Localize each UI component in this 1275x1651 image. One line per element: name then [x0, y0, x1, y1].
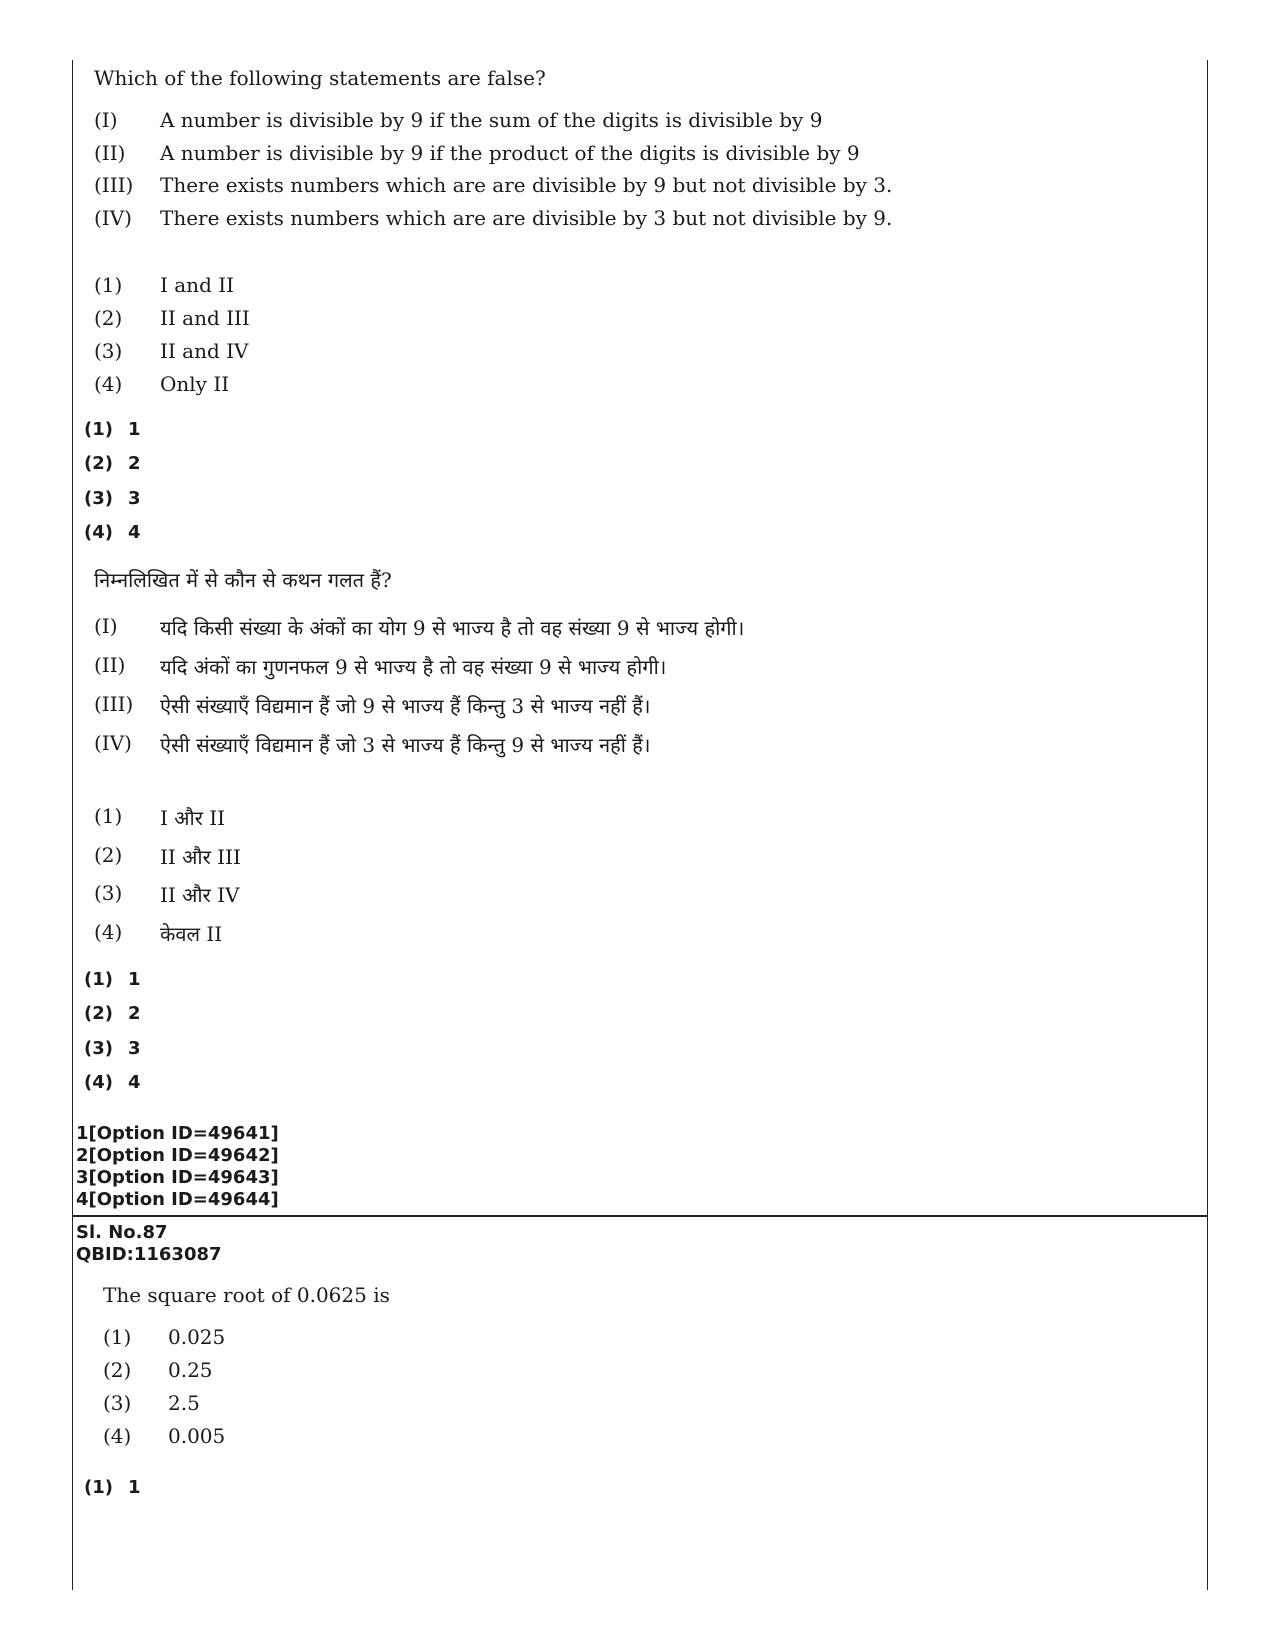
choice-num: (4)	[94, 920, 123, 944]
answer-value: 3	[128, 1038, 141, 1059]
answer-value: 1	[128, 1477, 141, 1498]
statement-text: There exists numbers which are are divisible by 3 but not divisible by 9.	[160, 206, 893, 230]
answer-num: (4)	[84, 1072, 113, 1093]
option-id: 4[Option ID=49644]	[76, 1189, 279, 1210]
option-id: 2[Option ID=49642]	[76, 1145, 279, 1166]
answer-num: (1)	[84, 419, 113, 440]
answer-num: (2)	[84, 1003, 113, 1024]
answer-value: 4	[128, 522, 141, 543]
choice-num: (4)	[94, 372, 123, 396]
statement-num: (III)	[94, 692, 134, 716]
choice-num: (3)	[94, 881, 123, 905]
question-stem: Which of the following statements are false?	[94, 66, 546, 90]
statement-num: (II)	[94, 653, 126, 677]
option-id: 3[Option ID=49643]	[76, 1167, 279, 1188]
choice-text-hindi: II और III	[160, 845, 241, 869]
choice-text: I and II	[160, 273, 235, 297]
choice-text-hindi: केवल II	[160, 922, 223, 946]
choice-num: (1)	[103, 1325, 132, 1349]
answer-num: (1)	[84, 1477, 113, 1498]
statement-text: A number is divisible by 9 if the product of the digits is divisible by 9	[160, 141, 860, 165]
answer-num: (3)	[84, 1038, 113, 1059]
statement-num: (II)	[94, 141, 126, 165]
answer-value: 4	[128, 1072, 141, 1093]
answer-value: 2	[128, 1003, 141, 1024]
statement-text-hindi: ऐसी संख्याएँ विद्यमान हैं जो 9 से भाज्य हैं किन्तु 3 से भाज्य नहीं हैं।	[160, 694, 651, 718]
choice-num: (1)	[94, 273, 123, 297]
answer-num: (1)	[84, 969, 113, 990]
statement-num: (I)	[94, 614, 118, 638]
statement-num: (IV)	[94, 206, 132, 230]
choice-num: (2)	[94, 843, 123, 867]
statement-num: (IV)	[94, 731, 132, 755]
answer-num: (3)	[84, 488, 113, 509]
statement-text: There exists numbers which are are divisible by 9 but not divisible by 3.	[160, 173, 893, 197]
choice-text: 0.025	[168, 1325, 226, 1349]
page-frame	[72, 60, 1208, 1590]
qbid: QBID:1163087	[76, 1244, 222, 1265]
choice-num: (2)	[94, 306, 123, 330]
answer-num: (2)	[84, 453, 113, 474]
choice-num: (4)	[103, 1424, 132, 1448]
choice-text: II and III	[160, 306, 250, 330]
choice-text: II and IV	[160, 339, 249, 363]
choice-num: (3)	[103, 1391, 132, 1415]
statement-text: A number is divisible by 9 if the sum of the digits is divisible by 9	[160, 108, 823, 132]
choice-num: (2)	[103, 1358, 132, 1382]
serial-number: Sl. No.87	[76, 1222, 168, 1243]
statement-text-hindi: यदि अंकों का गुणनफल 9 से भाज्य है तो वह संख्या 9 से भाज्य होगी।	[160, 655, 667, 679]
choice-num: (3)	[94, 339, 123, 363]
answer-value: 1	[128, 969, 141, 990]
choice-text-hindi: I और II	[160, 806, 226, 830]
choice-num: (1)	[94, 804, 123, 828]
answer-num: (4)	[84, 522, 113, 543]
question-stem: The square root of 0.0625 is	[103, 1283, 390, 1307]
question-divider	[72, 1215, 1208, 1217]
option-id: 1[Option ID=49641]	[76, 1123, 279, 1144]
statement-num: (III)	[94, 173, 134, 197]
choice-text: 0.25	[168, 1358, 213, 1382]
choice-text: 2.5	[168, 1391, 200, 1415]
statement-text-hindi: ऐसी संख्याएँ विद्यमान हैं जो 3 से भाज्य हैं किन्तु 9 से भाज्य नहीं हैं।	[160, 733, 651, 757]
choice-text: 0.005	[168, 1424, 226, 1448]
statement-text-hindi: यदि किसी संख्या के अंकों का योग 9 से भाज्य है तो वह संख्या 9 से भाज्य होगी।	[160, 616, 745, 640]
choice-text-hindi: II और IV	[160, 883, 240, 907]
answer-value: 2	[128, 453, 141, 474]
answer-value: 3	[128, 488, 141, 509]
question-stem-hindi: निम्नलिखित में से कौन से कथन गलत हैं?	[94, 568, 392, 592]
answer-value: 1	[128, 419, 141, 440]
choice-text: Only II	[160, 372, 230, 396]
statement-num: (I)	[94, 108, 118, 132]
